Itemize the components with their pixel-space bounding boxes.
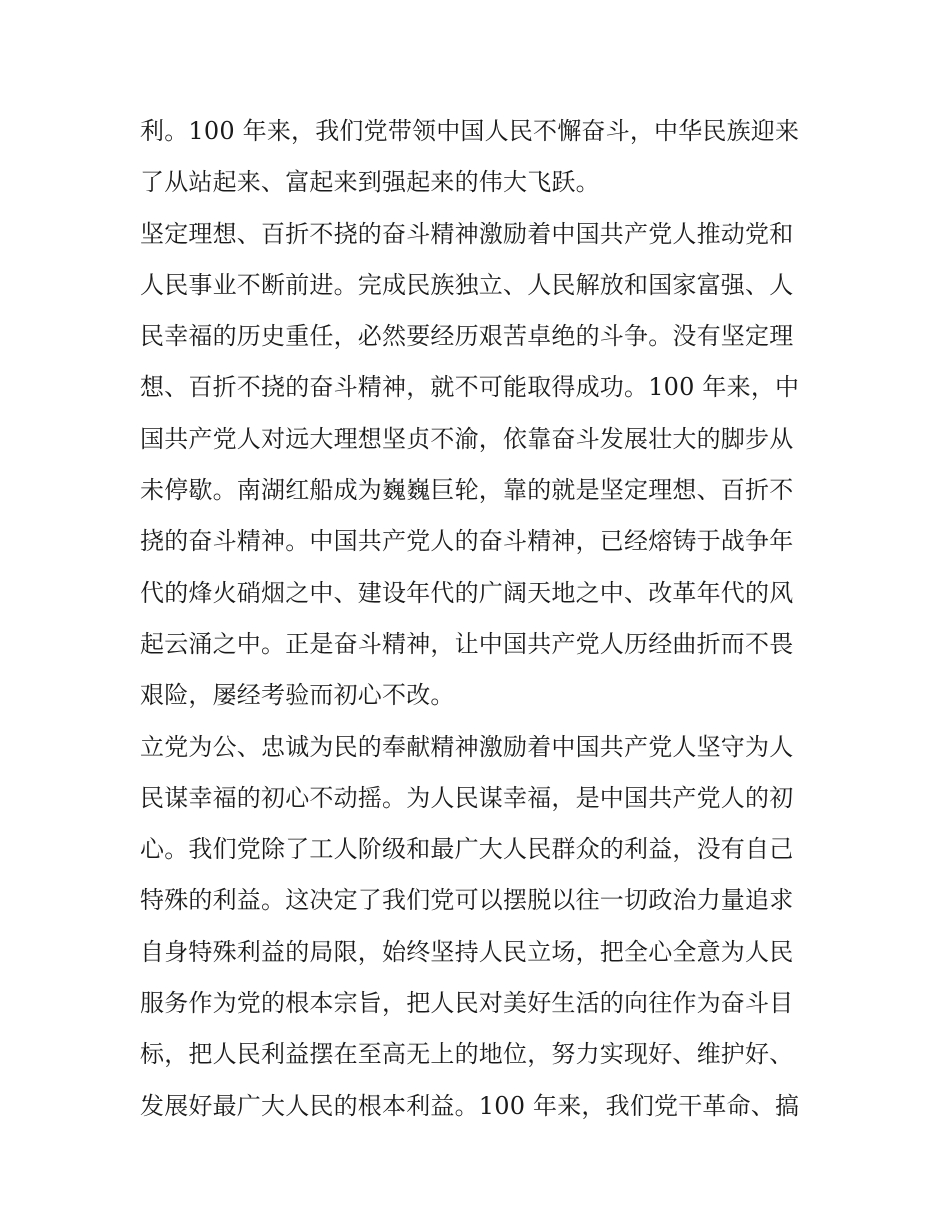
text-line: 国共产党人对远大理想坚贞不渝，依靠奋斗发展壮大的脚步从	[140, 424, 794, 453]
text-line: 标，把人民利益摆在至高无上的地位，努力实现好、维护好、	[140, 1040, 794, 1069]
text-line: 了从站起来、富起来到强起来的伟大飞跃。	[140, 168, 600, 197]
text-line: 起云涌之中。正是奋斗精神，让中国共产党人历经曲折而不畏	[140, 629, 794, 658]
text-line: 自身特殊利益的局限，始终坚持人民立场，把全心全意为人民	[140, 937, 794, 966]
text-line: 想、百折不挠的奋斗精神，就不可能取得成功。100 年来，中	[140, 373, 800, 402]
text-line: 挠的奋斗精神。中国共产党人的奋斗精神，已经熔铸于战争年	[140, 527, 794, 556]
text-line: 服务作为党的根本宗旨，把人民对美好生活的向往作为奋斗目	[140, 989, 794, 1018]
text-line: 立党为公、忠诚为民的奉献精神激励着中国共产党人坚守为人	[140, 732, 794, 761]
text-line: 心。我们党除了工人阶级和最广大人民群众的利益，没有自己	[140, 835, 794, 864]
text-line: 民幸福的历史重任，必然要经历艰苦卓绝的斗争。没有坚定理	[140, 322, 794, 351]
text-line: 坚定理想、百折不挠的奋斗精神激励着中国共产党人推动党和	[140, 219, 794, 248]
text-line: 利。100 年来，我们党带领中国人民不懈奋斗，中华民族迎来	[140, 117, 800, 145]
text-line: 人民事业不断前进。完成民族独立、人民解放和国家富强、人	[140, 270, 794, 299]
body-text	[140, 106, 820, 1132]
text-line: 民谋幸福的初心不动摇。为人民谋幸福，是中国共产党人的初	[140, 783, 794, 812]
text-line: 发展好最广大人民的根本利益。100 年来，我们党干革命、搞	[140, 1091, 800, 1120]
text-line: 未停歇。南湖红船成为巍巍巨轮，靠的就是坚定理想、百折不	[140, 476, 794, 505]
text-line: 艰险，屡经考验而初心不改。	[140, 681, 455, 710]
text-line: 代的烽火硝烟之中、建设年代的广阔天地之中、改革年代的风	[140, 578, 794, 607]
text-line: 特殊的利益。这决定了我们党可以摆脱以往一切政治力量追求	[140, 886, 794, 915]
